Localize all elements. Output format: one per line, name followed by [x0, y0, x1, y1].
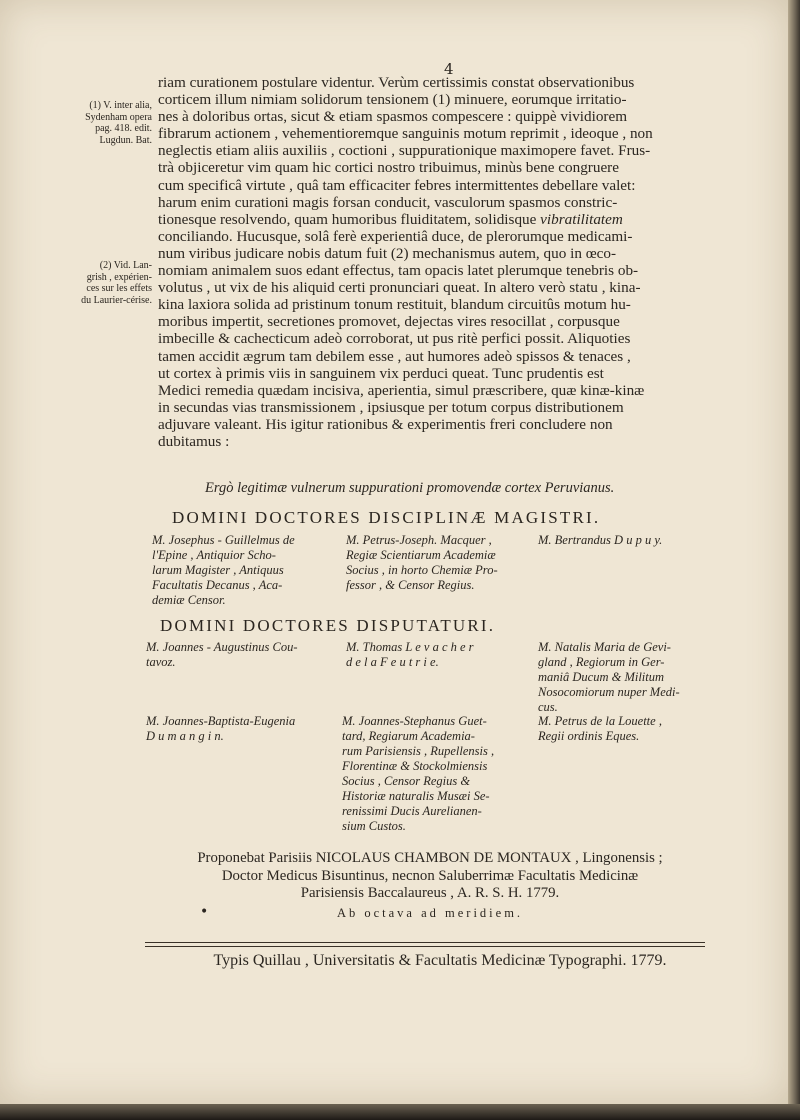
margin-note-line: Sydenham opera	[85, 111, 152, 123]
proponebat-line: Proponebat Parisiis NICOLAUS CHAMBON DE MONTAUX , Lingonensis ;	[197, 850, 663, 866]
doctor-line: M. Natalis Maria de Gevi-	[538, 640, 671, 654]
body-line: ut cortex à primis viis in sanguinem vix perduci queat. Tunc prudentis est	[158, 364, 604, 382]
doctor-line: fessor , & Censor Regius.	[346, 578, 475, 592]
doctor-line: D u m a n g i n.	[146, 729, 224, 743]
doctor-line: Socius , Censor Regius &	[342, 774, 471, 788]
body-line: conciliando. Hucusque, solâ ferè experientiâ duce, de plerorumque medicami-	[158, 227, 633, 245]
proponebat-line: Parisiensis Baccalaureus , A. R. S. H. 1779.	[300, 885, 560, 901]
margin-note-line: Lugdun. Bat.	[99, 134, 152, 146]
hora-line: Ab octava ad meridiem.	[336, 906, 524, 920]
body-line: tamen accidit ægrum tam debilem esse , aut humores adeò spissos & tenaces ,	[158, 347, 631, 365]
heading-disputaturi: DOMINI DOCTORES DISPUTATURI.	[160, 616, 496, 635]
disputaturus-1	[146, 640, 331, 670]
body-line: num viribus judicare nobis datum fuit (2) mechanismus autem, quo in œco-	[158, 244, 617, 262]
doctor-line: larum Magister , Antiquus	[152, 563, 284, 577]
book-edge	[788, 0, 800, 1120]
doctor-line: maniâ Ducum & Militum	[538, 670, 665, 684]
heading-magistri: DOMINI DOCTORES DISCIPLINÆ MAGISTRI.	[172, 508, 601, 527]
margin-note-line: (1) V. inter alia,	[89, 100, 152, 111]
body-line: imbecille & cachecticum adeò corroborat, ut pus ritè perfici possit. Aliquoties	[158, 330, 631, 348]
body-line: trà objiceretur vim quam hic cortici nostro tribuimus, minùs bene congruere	[158, 159, 619, 177]
divider-rule	[145, 942, 705, 943]
doctor-line: Regiæ Scientiarum Academiæ	[346, 548, 496, 562]
doctor-line: demiæ Censor.	[152, 593, 226, 607]
body-line-text: tionesque resolvendo, quam humoribus fluiditatem, solidisque	[158, 210, 537, 228]
body-line: nes à doloribus ortas, sicut & etiam spasmos compescere : quippè vividiorem	[158, 108, 628, 126]
body-text	[158, 74, 730, 450]
doctor-line: tard, Regiarum Academia-	[342, 729, 475, 743]
doctor-line: M. Joannes - Augustinus Cou-	[146, 640, 298, 654]
magister-3	[538, 533, 718, 548]
body-line	[158, 211, 730, 228]
doctor-line: M. Petrus de la Louette ,	[538, 714, 662, 728]
page-number: 4	[444, 60, 454, 78]
doctor-line: Regii ordinis Eques.	[538, 729, 640, 743]
doctor-line: Facultatis Decanus , Aca-	[152, 578, 283, 592]
margin-note-line: pag. 418. edit.	[95, 123, 152, 134]
doctor-line: Socius , in horto Chemiæ Pro-	[346, 563, 498, 577]
doctor-line: rum Parisiensis , Rupellensis ,	[342, 744, 495, 758]
margin-note-line: grish , expérien-	[86, 271, 152, 283]
doctor-line: sium Custos.	[342, 819, 406, 833]
body-line: corticem illum nimiam solidorum tensionem (1) minuere, eorumque irritatio-	[158, 91, 627, 109]
ornament-dot: •	[200, 904, 209, 920]
body-line: volutus , ut vix de his aliquid certi pronunciari queat. In altero verò statu , kina-	[158, 279, 641, 297]
conclusion: Ergò legitimæ vulnerum suppurationi promovendæ cortex Peruvianus.	[205, 480, 615, 496]
body-line: fibrarum actionem , vehementioremque sanguinis motum reprimit , ideoque , non	[158, 125, 653, 143]
body-line: nomiam animalem suos edant effectus, tam opacis latet plerumque tenebris ob-	[158, 262, 639, 280]
printer-imprint: Typis Quillau , Universitatis & Facultatis Medicinæ Typographi. 1779.	[213, 952, 667, 969]
proponebat-block	[140, 850, 720, 903]
body-line: neglectis etiam aliis auxiliis , coctioni , suppurationique maximopere favet. Frus-	[158, 142, 651, 160]
disputaturus-3	[538, 640, 718, 715]
body-line: moribus impertit, secretiones promovet, dejectas vires resocillat , corpusque	[158, 313, 620, 331]
disputaturus-4	[146, 714, 331, 744]
doctor-line: Florentinæ & Stockolmiensis	[342, 759, 488, 773]
doctor-line: cus.	[538, 700, 558, 714]
doctor-line: M. Joannes-Baptista-Eugenia	[146, 714, 296, 728]
body-line: cum specificâ virtute , quâ tam efficaciter febres intermittentes debellare valet:	[158, 176, 636, 194]
proponebat-line: Doctor Medicus Bisuntinus, necnon Saluberrimæ Facultatis Medicinæ	[221, 867, 639, 884]
body-line: harum enim curationi magis forsan conducit, vasculorum spasmos constric-	[158, 193, 618, 211]
doctor-line: gland , Regiorum in Ger-	[538, 655, 665, 669]
doctor-line: M. Bertrandus D u p u y.	[538, 533, 663, 547]
doctor-line: d e l a F e u t r i e.	[346, 655, 439, 669]
divider-rule-thin	[145, 946, 705, 947]
doctor-line: M. Petrus-Joseph. Macquer ,	[346, 533, 492, 547]
doctor-line: M. Joannes-Stephanus Guet-	[342, 714, 487, 728]
body-line: Medici remedia quædam incisiva, aperientia, simul præscribere, quæ kinæ-kinæ	[158, 381, 645, 399]
magister-2	[346, 533, 526, 593]
margin-note-line: (2) Vid. Lan-	[99, 260, 152, 271]
italic-phrase: vibratilitatem	[540, 210, 623, 228]
body-line: kina laxiora solida ad pristinum tonum restituit, blandum circuitûs motum hu-	[158, 296, 631, 314]
doctor-line: l'Epine , Antiquior Scho-	[152, 548, 276, 562]
disputaturus-5	[342, 714, 527, 834]
body-line: in secundas vias transmissionem , ipsiusque per totum corpus distributionem	[158, 398, 624, 416]
disputaturus-2	[346, 640, 526, 670]
doctor-line: tavoz.	[146, 655, 176, 669]
doctor-line: M. Josephus - Guillelmus de	[152, 533, 295, 547]
body-line: dubitamus :	[158, 432, 230, 450]
margin-note-2	[80, 260, 152, 306]
doctor-line: renissimi Ducis Aurelianen-	[342, 804, 482, 818]
magister-1	[152, 533, 332, 608]
body-line: riam curationem postulare videntur. Verùm certissimis constat observationibus	[158, 74, 635, 91]
doctor-line: Nosocomiorum nuper Medi-	[538, 685, 680, 699]
margin-note-line: ces sur les effets	[86, 283, 152, 294]
doctor-line: Historiæ naturalis Musæi Se-	[342, 789, 490, 803]
body-line: adjuvare valeant. His igitur rationibus & experimentis freri concludere non	[158, 415, 613, 433]
margin-note-line: du Laurier-cérise.	[81, 294, 152, 306]
disputaturus-6	[538, 714, 718, 744]
book-edge-bottom	[0, 1104, 800, 1120]
doctor-line: M. Thomas L e v a c h e r	[346, 640, 474, 654]
margin-note-1	[80, 100, 152, 146]
